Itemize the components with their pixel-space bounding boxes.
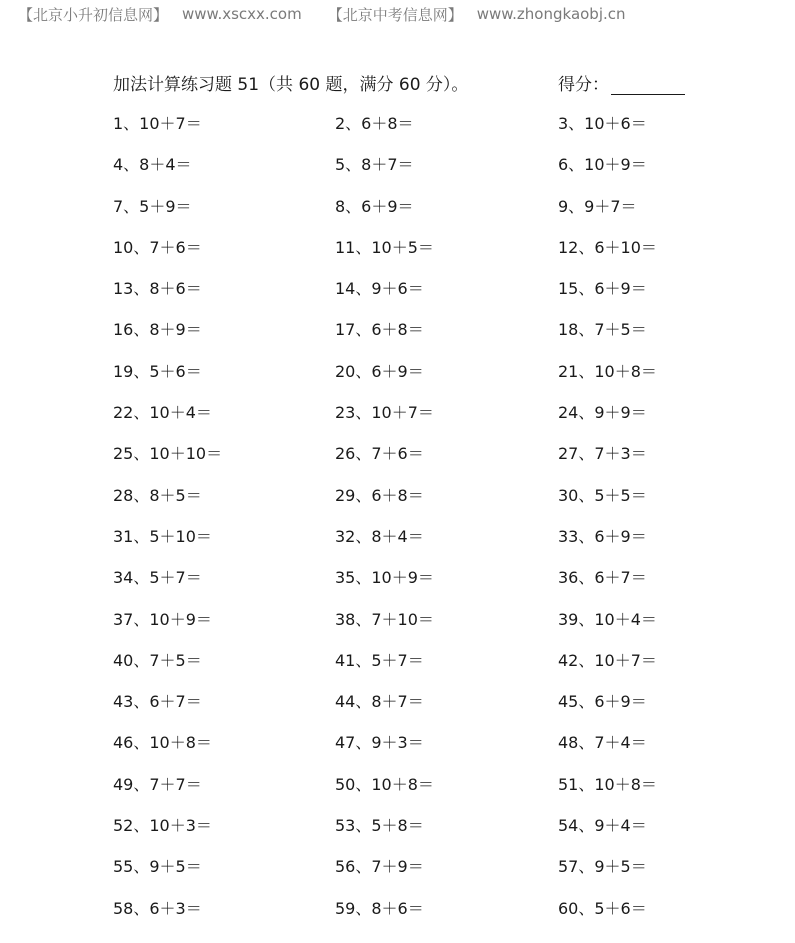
problem-item: 45、6＋9＝ [558, 692, 647, 712]
site-header [18, 4, 626, 24]
problem-row [113, 356, 753, 397]
problem-item: 20、6＋9＝ [335, 361, 424, 381]
problem-row [113, 645, 753, 686]
problem-item: 47、9＋3＝ [335, 733, 424, 753]
problem-item: 58、6＋3＝ [113, 898, 202, 918]
problem-item: 32、8＋4＝ [335, 526, 424, 546]
site-link-zhongkaobj[interactable] [328, 4, 626, 25]
problem-item: 15、6＋9＝ [558, 279, 647, 299]
problem-item: 18、7＋5＝ [558, 320, 647, 340]
problem-item: 42、10＋7＝ [558, 650, 657, 670]
problem-row [113, 604, 753, 645]
problem-row [113, 686, 753, 727]
problem-row [113, 273, 753, 314]
site-url[interactable]: www.xscxx.com [182, 5, 302, 23]
problem-item: 28、8＋5＝ [113, 485, 202, 505]
problem-item: 60、5＋6＝ [558, 898, 647, 918]
problem-item: 21、10＋8＝ [558, 361, 657, 381]
problem-item: 7、5＋9＝ [113, 196, 192, 216]
problem-item: 34、5＋7＝ [113, 568, 202, 588]
problem-row [113, 769, 753, 810]
problem-item: 17、6＋8＝ [335, 320, 424, 340]
score-field [558, 70, 685, 95]
problem-row [113, 893, 753, 934]
worksheet-title: 加法计算练习题 51（共 60 题，满分 60 分）。 [113, 75, 469, 95]
problem-item: 25、10＋10＝ [113, 444, 223, 464]
problem-item: 57、9＋5＝ [558, 857, 647, 877]
problem-item: 52、10＋3＝ [113, 816, 212, 836]
problem-row [113, 397, 753, 438]
problem-item: 5、8＋7＝ [335, 155, 414, 175]
problem-item: 40、7＋5＝ [113, 650, 202, 670]
problem-item: 38、7＋10＝ [335, 609, 434, 629]
problem-item: 13、8＋6＝ [113, 279, 202, 299]
problem-grid [113, 108, 753, 934]
problem-row [113, 191, 753, 232]
problem-item: 51、10＋8＝ [558, 774, 657, 794]
problem-item: 36、6＋7＝ [558, 568, 647, 588]
problem-item: 41、5＋7＝ [335, 650, 424, 670]
problem-item: 37、10＋9＝ [113, 609, 212, 629]
site-name: 【北京中考信息网】 [327, 5, 463, 24]
problem-item: 2、6＋8＝ [335, 114, 414, 133]
problem-item: 11、10＋5＝ [335, 237, 434, 257]
problem-item: 46、10＋8＝ [113, 733, 212, 753]
problem-row [113, 149, 753, 190]
site-url[interactable]: www.zhongkaobj.cn [476, 5, 626, 23]
problem-item: 23、10＋7＝ [335, 403, 434, 423]
worksheet-title-row [113, 70, 713, 94]
problem-item: 4、8＋4＝ [113, 155, 192, 175]
problem-row [113, 232, 753, 273]
score-label: 得分： [558, 75, 609, 95]
problem-row [113, 851, 753, 892]
problem-item: 22、10＋4＝ [113, 403, 212, 423]
problem-item: 8、6＋9＝ [335, 196, 414, 216]
problem-row [113, 562, 753, 603]
problem-item: 56、7＋9＝ [335, 857, 424, 877]
problem-item: 50、10＋8＝ [335, 774, 434, 794]
problem-item: 35、10＋9＝ [335, 568, 434, 588]
problem-item: 55、9＋5＝ [113, 857, 202, 877]
problem-item: 54、9＋4＝ [558, 816, 647, 836]
problem-item: 48、7＋4＝ [558, 733, 647, 753]
problem-item: 3、10＋6＝ [558, 114, 647, 133]
problem-item: 53、5＋8＝ [335, 816, 424, 836]
problem-item: 33、6＋9＝ [558, 526, 647, 546]
problem-item: 31、5＋10＝ [113, 526, 212, 546]
problem-item: 39、10＋4＝ [558, 609, 657, 629]
problem-item: 43、6＋7＝ [113, 692, 202, 712]
problem-row [113, 438, 753, 479]
problem-item: 9、9＋7＝ [558, 196, 637, 216]
problem-item: 16、8＋9＝ [113, 320, 202, 340]
problem-row [113, 521, 753, 562]
problem-item: 27、7＋3＝ [558, 444, 647, 464]
problem-item: 59、8＋6＝ [335, 898, 424, 918]
problem-item: 24、9＋9＝ [558, 403, 647, 423]
problem-row [113, 727, 753, 768]
problem-item: 29、6＋8＝ [335, 485, 424, 505]
site-link-xscxx[interactable] [18, 4, 302, 25]
problem-item: 12、6＋10＝ [558, 237, 657, 257]
problem-item: 1、10＋7＝ [113, 114, 202, 133]
problem-item: 14、9＋6＝ [335, 279, 424, 299]
problem-item: 19、5＋6＝ [113, 361, 202, 381]
problem-row [113, 108, 753, 149]
problem-item: 49、7＋7＝ [113, 774, 202, 794]
site-name: 【北京小升初信息网】 [18, 5, 169, 24]
problem-row [113, 314, 753, 355]
problem-row [113, 810, 753, 851]
problem-item: 10、7＋6＝ [113, 237, 202, 257]
problem-item: 6、10＋9＝ [558, 155, 647, 175]
problem-item: 26、7＋6＝ [335, 444, 424, 464]
score-blank-line [611, 76, 685, 95]
problem-item: 30、5＋5＝ [558, 485, 647, 505]
problem-row [113, 480, 753, 521]
problem-item: 44、8＋7＝ [335, 692, 424, 712]
